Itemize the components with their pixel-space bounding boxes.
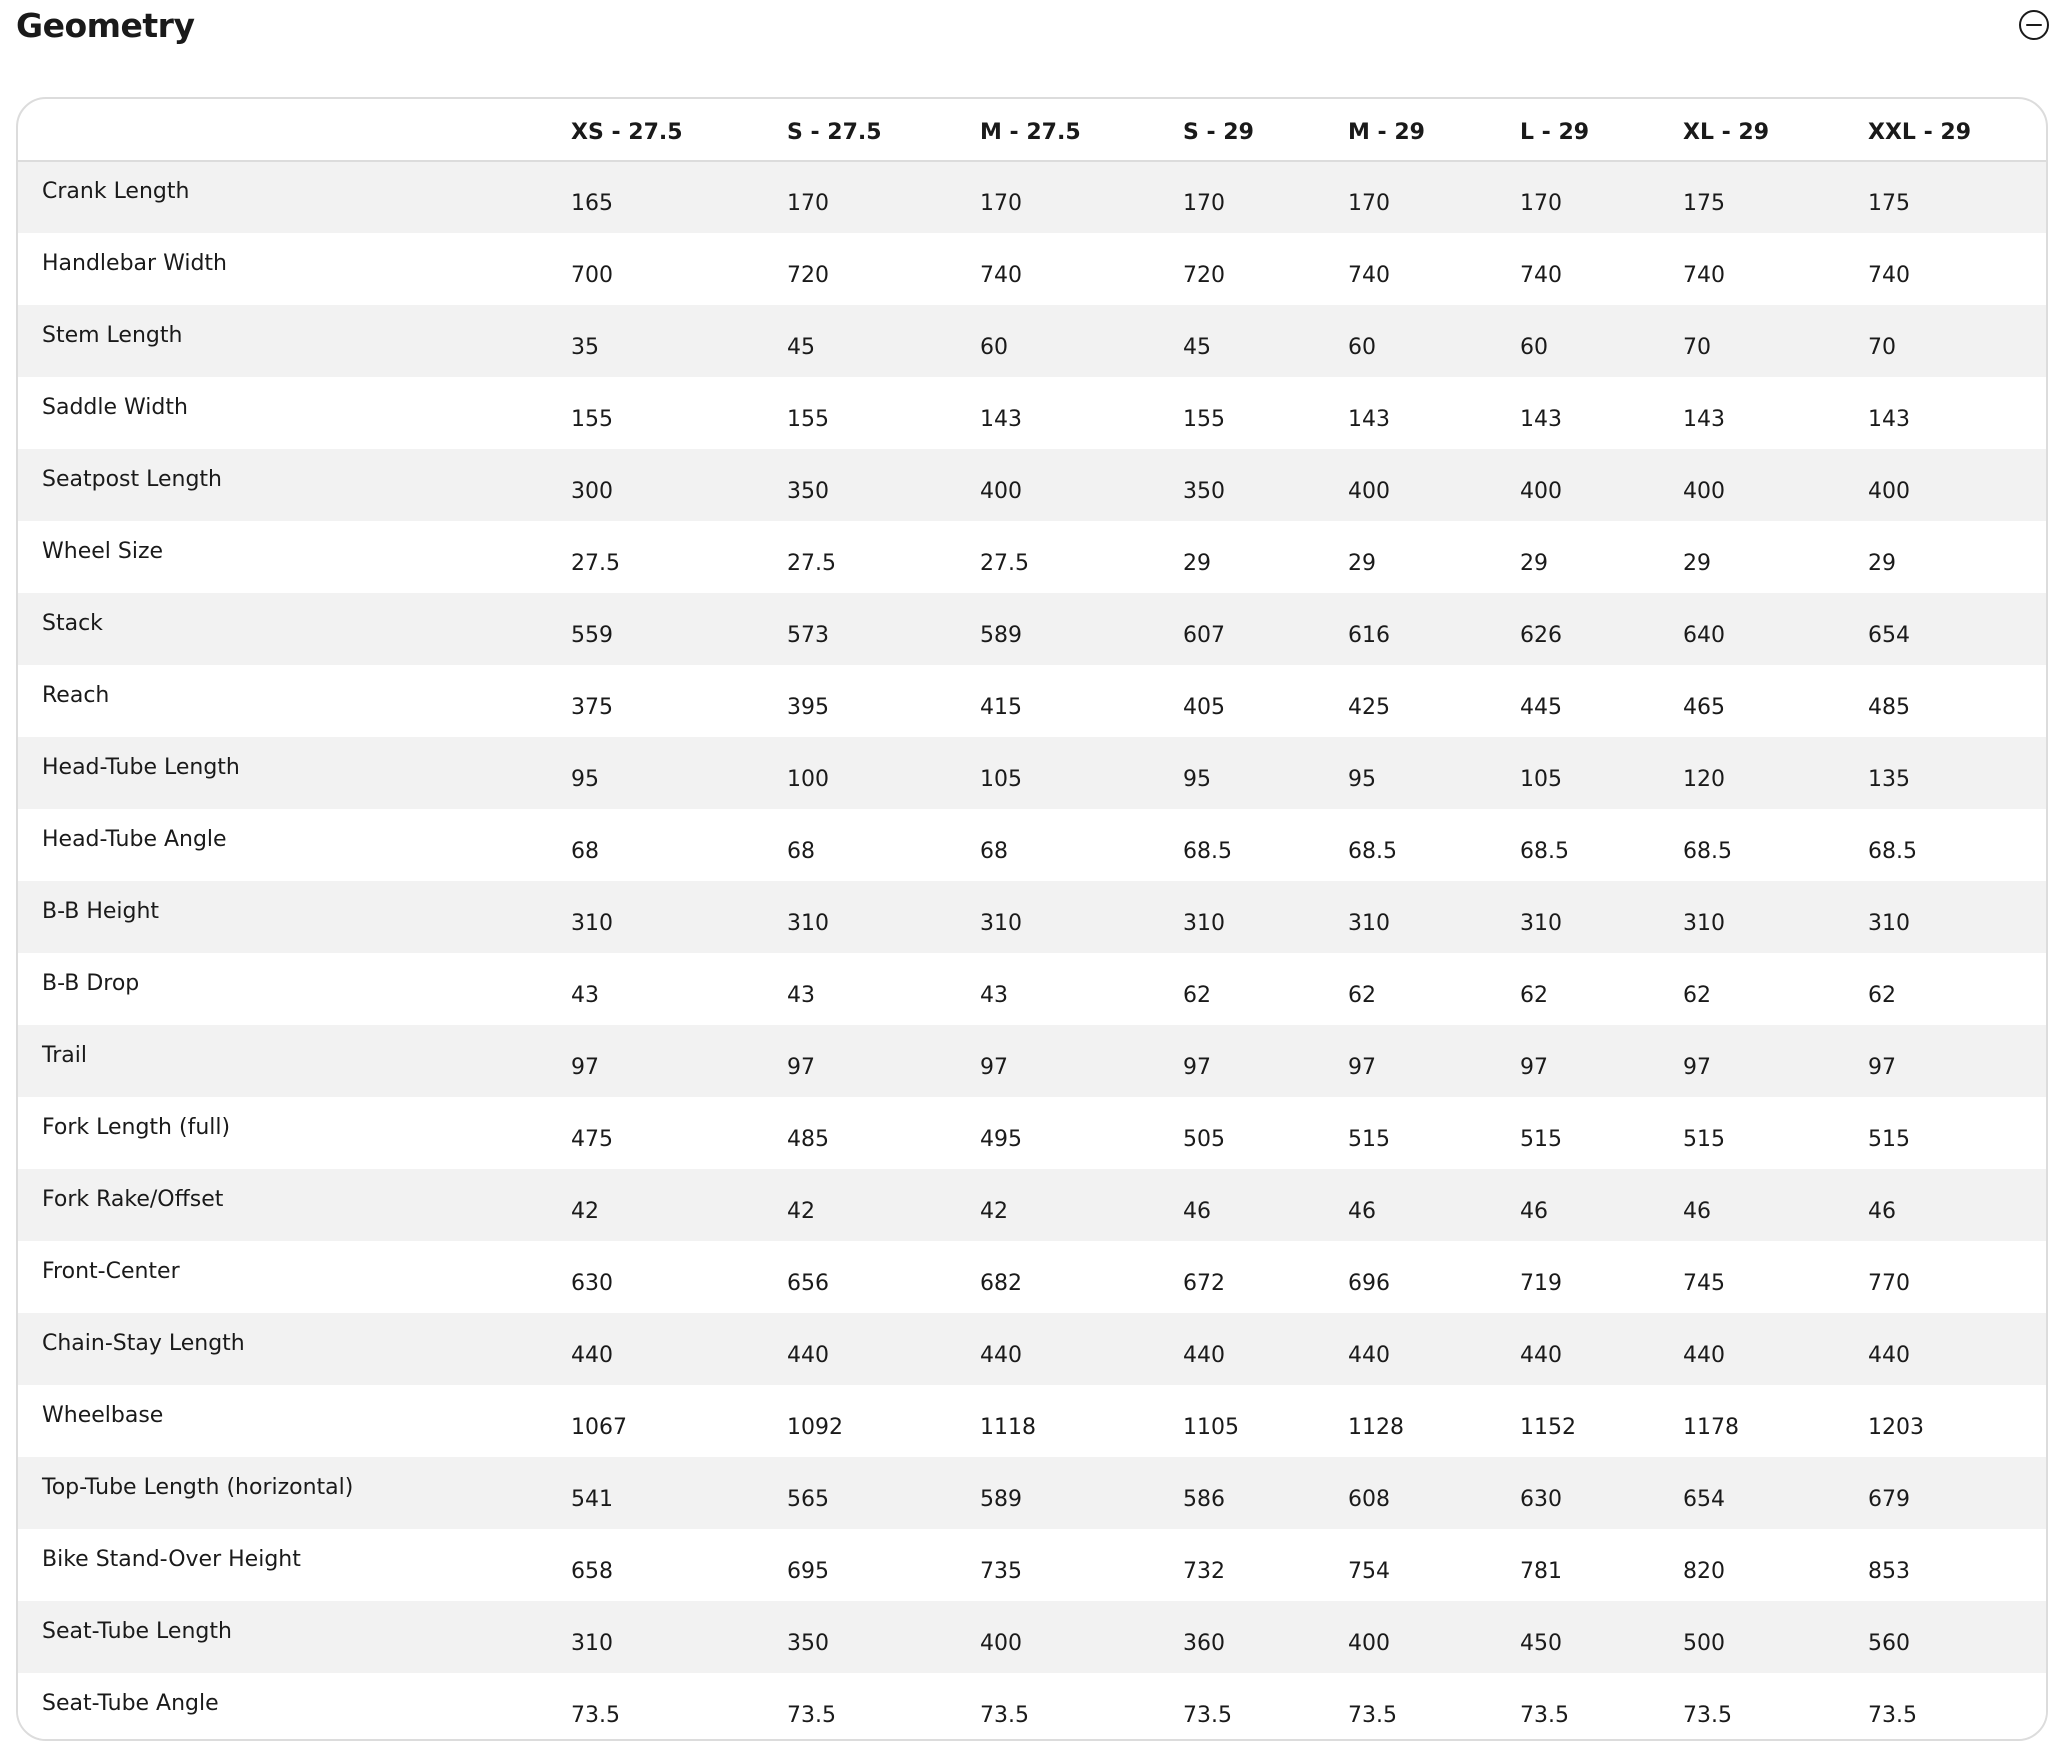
table-row [18,593,2046,665]
table-cell: 589 [980,1486,1022,1512]
table-row [18,233,2046,305]
table-cell: 719 [1520,1270,1562,1296]
table-cell: 515 [1868,1126,1910,1152]
table-cell: 616 [1348,622,1390,648]
column-header-xs-27-5: XS - 27.5 [571,120,683,145]
table-cell: 143 [1348,406,1390,432]
table-row [18,1313,2046,1385]
row-label: Top-Tube Length (horizontal) [42,1474,354,1500]
table-cell: 29 [1348,550,1376,576]
table-cell: 135 [1868,766,1910,792]
table-cell: 360 [1183,1630,1225,1656]
table-cell: 445 [1520,694,1562,720]
table-cell: 500 [1683,1630,1725,1656]
column-header-xxl-29: XXL - 29 [1868,120,1972,145]
table-cell: 97 [1348,1054,1376,1080]
table-cell: 68.5 [1348,838,1397,864]
table-cell: 405 [1183,694,1225,720]
section-title: Geometry [16,6,195,45]
row-label: Stack [42,610,103,636]
table-cell: 29 [1520,550,1548,576]
table-cell: 440 [1348,1342,1390,1368]
minus-circle-icon [2018,9,2050,41]
table-cell: 559 [571,622,613,648]
table-cell: 45 [1183,334,1211,360]
table-row [18,1025,2046,1097]
row-label: Reach [42,682,110,708]
table-cell: 73.5 [1868,1702,1917,1728]
table-cell: 732 [1183,1558,1225,1584]
table-cell: 400 [1348,478,1390,504]
table-cell: 170 [980,191,1022,216]
table-cell: 105 [980,766,1022,792]
table-cell: 853 [1868,1558,1910,1584]
table-cell: 541 [571,1486,613,1512]
table-cell: 97 [571,1054,599,1080]
table-cell: 46 [1683,1198,1711,1224]
table-cell: 485 [787,1126,829,1152]
table-cell: 654 [1683,1486,1725,1512]
row-label: Seatpost Length [42,466,222,492]
table-cell: 400 [1348,1630,1390,1656]
row-label: Front-Center [42,1258,180,1284]
column-header-m-29: M - 29 [1348,120,1425,145]
table-cell: 165 [571,191,613,216]
table-row [18,449,2046,521]
table-row [18,1097,2046,1169]
table-cell: 46 [1183,1198,1211,1224]
table-cell: 27.5 [571,550,620,576]
table-cell: 97 [787,1054,815,1080]
table-cell: 97 [980,1054,1008,1080]
table-cell: 175 [1868,191,1910,216]
column-header-m-27-5: M - 27.5 [980,120,1081,145]
table-cell: 310 [571,1630,613,1656]
table-cell: 515 [1520,1126,1562,1152]
table-cell: 170 [1520,191,1562,216]
table-cell: 73.5 [1520,1702,1569,1728]
table-cell: 740 [1520,262,1562,288]
table-cell: 73.5 [1348,1702,1397,1728]
table-cell: 682 [980,1270,1022,1296]
table-cell: 1067 [571,1414,627,1440]
table-cell: 560 [1868,1630,1910,1656]
table-cell: 350 [1183,478,1225,504]
table-row [18,665,2046,737]
table-cell: 515 [1348,1126,1390,1152]
table-cell: 43 [787,982,815,1008]
table-cell: 95 [1183,766,1211,792]
row-label: Head-Tube Angle [42,826,227,852]
table-cell: 720 [1183,262,1225,288]
row-label: Head-Tube Length [42,754,240,780]
table-cell: 73.5 [980,1702,1029,1728]
table-cell: 820 [1683,1558,1725,1584]
table-cell: 68 [571,838,599,864]
table-row [18,1241,2046,1313]
table-cell: 100 [787,766,829,792]
table-cell: 440 [1183,1342,1225,1368]
table-row [18,1529,2046,1601]
table-cell: 95 [1348,766,1376,792]
table-cell: 1105 [1183,1414,1239,1440]
row-label: Fork Length (full) [42,1114,231,1140]
table-cell: 97 [1868,1054,1896,1080]
table-cell: 97 [1183,1054,1211,1080]
row-label: Stem Length [42,322,183,348]
table-cell: 155 [1183,406,1225,432]
table-cell: 155 [787,406,829,432]
collapse-section-button[interactable] [2018,9,2050,41]
table-cell: 1152 [1520,1414,1576,1440]
table-cell: 400 [1868,478,1910,504]
column-header-xl-29: XL - 29 [1683,120,1770,145]
row-label: Trail [42,1042,87,1068]
table-cell: 310 [1520,910,1562,936]
table-cell: 656 [787,1270,829,1296]
table-cell: 310 [1183,910,1225,936]
row-label: Handlebar Width [42,250,227,276]
table-row [18,881,2046,953]
table-cell: 350 [787,478,829,504]
table-cell: 310 [980,910,1022,936]
table-cell: 143 [1868,406,1910,432]
row-label: Seat-Tube Angle [42,1690,219,1716]
table-cell: 1203 [1868,1414,1924,1440]
table-cell: 395 [787,694,829,720]
table-row [18,953,2046,1025]
table-cell: 415 [980,694,1022,720]
table-cell: 440 [980,1342,1022,1368]
table-cell: 679 [1868,1486,1910,1512]
table-cell: 175 [1683,191,1725,216]
table-cell: 640 [1683,622,1725,648]
table-cell: 60 [1348,334,1376,360]
table-cell: 68.5 [1520,838,1569,864]
table-cell: 586 [1183,1486,1225,1512]
table-cell: 310 [1868,910,1910,936]
row-label: Bike Stand-Over Height [42,1546,301,1572]
table-cell: 27.5 [980,550,1029,576]
table-cell: 170 [1183,191,1225,216]
column-header-s-29: S - 29 [1183,120,1254,145]
table-cell: 310 [1348,910,1390,936]
table-cell: 740 [1683,262,1725,288]
geometry-table [18,99,2046,1741]
table-row [18,1673,2046,1741]
table-cell: 400 [980,478,1022,504]
table-cell: 696 [1348,1270,1390,1296]
table-cell: 740 [1348,262,1390,288]
table-cell: 1118 [980,1414,1036,1440]
table-cell: 781 [1520,1558,1562,1584]
table-cell: 29 [1183,550,1211,576]
table-cell: 695 [787,1558,829,1584]
table-cell: 505 [1183,1126,1225,1152]
table-cell: 735 [980,1558,1022,1584]
table-cell: 68 [787,838,815,864]
table-cell: 143 [1683,406,1725,432]
table-cell: 1128 [1348,1414,1404,1440]
table-body [18,161,2046,1741]
row-label: Chain-Stay Length [42,1330,245,1356]
table-cell: 62 [1183,982,1211,1008]
table-cell: 60 [980,334,1008,360]
table-cell: 97 [1520,1054,1548,1080]
row-label: Wheelbase [42,1402,164,1428]
table-row [18,1385,2046,1457]
table-cell: 515 [1683,1126,1725,1152]
table-cell: 155 [571,406,613,432]
table-cell: 68.5 [1683,838,1732,864]
table-cell: 43 [980,982,1008,1008]
table-cell: 68.5 [1183,838,1232,864]
table-cell: 770 [1868,1270,1910,1296]
table-cell: 35 [571,334,599,360]
table-cell: 310 [1683,910,1725,936]
table-cell: 170 [1348,191,1390,216]
geometry-table-card [16,97,2048,1741]
table-cell: 350 [787,1630,829,1656]
table-cell: 42 [571,1198,599,1224]
table-header-row [18,99,2046,161]
table-cell: 62 [1868,982,1896,1008]
table-cell: 46 [1868,1198,1896,1224]
table-cell: 46 [1348,1198,1376,1224]
table-cell: 400 [980,1630,1022,1656]
table-cell: 440 [1683,1342,1725,1368]
row-label: B-B Drop [42,970,140,996]
table-cell: 720 [787,262,829,288]
table-cell: 400 [1683,478,1725,504]
table-cell: 465 [1683,694,1725,720]
table-cell: 425 [1348,694,1390,720]
table-cell: 475 [571,1126,613,1152]
table-cell: 440 [571,1342,613,1368]
table-cell: 745 [1683,1270,1725,1296]
table-row [18,1601,2046,1673]
table-cell: 450 [1520,1630,1562,1656]
table-cell: 700 [571,262,613,288]
table-cell: 43 [571,982,599,1008]
column-header-s-27-5: S - 27.5 [787,120,882,145]
column-header-l-29: L - 29 [1520,120,1590,145]
table-row [18,809,2046,881]
table-cell: 485 [1868,694,1910,720]
table-cell: 440 [1868,1342,1910,1368]
table-cell: 310 [787,910,829,936]
table-cell: 300 [571,478,613,504]
table-cell: 626 [1520,622,1562,648]
table-row [18,521,2046,593]
geometry-section-header [16,0,2056,60]
row-label: Crank Length [42,179,190,204]
table-cell: 70 [1683,334,1711,360]
table-cell: 73.5 [1183,1702,1232,1728]
table-cell: 68 [980,838,1008,864]
row-label: Seat-Tube Length [42,1618,232,1644]
table-cell: 1092 [787,1414,843,1440]
table-cell: 62 [1683,982,1711,1008]
table-cell: 73.5 [787,1702,836,1728]
table-row [18,737,2046,809]
table-cell: 42 [980,1198,1008,1224]
table-cell: 29 [1683,550,1711,576]
table-cell: 495 [980,1126,1022,1152]
table-cell: 42 [787,1198,815,1224]
table-cell: 73.5 [571,1702,620,1728]
table-cell: 672 [1183,1270,1225,1296]
row-label: Saddle Width [42,394,188,420]
table-cell: 310 [571,910,613,936]
table-cell: 608 [1348,1486,1390,1512]
table-cell: 70 [1868,334,1896,360]
table-cell: 45 [787,334,815,360]
table-row [18,161,2046,233]
table-cell: 754 [1348,1558,1390,1584]
table-cell: 97 [1683,1054,1711,1080]
table-row [18,305,2046,377]
header-empty-cell [18,99,571,161]
table-row [18,377,2046,449]
table-cell: 62 [1348,982,1376,1008]
table-row [18,1457,2046,1529]
table-cell: 68.5 [1868,838,1917,864]
table-cell: 740 [1868,262,1910,288]
table-cell: 170 [787,191,829,216]
table-cell: 60 [1520,334,1548,360]
table-cell: 143 [980,406,1022,432]
table-cell: 95 [571,766,599,792]
row-label: B-B Height [42,898,160,924]
table-cell: 573 [787,622,829,648]
table-cell: 440 [787,1342,829,1368]
table-cell: 73.5 [1683,1702,1732,1728]
table-cell: 120 [1683,766,1725,792]
table-cell: 62 [1520,982,1548,1008]
table-cell: 105 [1520,766,1562,792]
table-cell: 143 [1520,406,1562,432]
table-cell: 27.5 [787,550,836,576]
table-cell: 375 [571,694,613,720]
row-label: Wheel Size [42,538,164,564]
table-cell: 440 [1520,1342,1562,1368]
table-cell: 565 [787,1486,829,1512]
table-cell: 630 [1520,1486,1562,1512]
table-cell: 630 [571,1270,613,1296]
row-label: Fork Rake/Offset [42,1186,224,1212]
table-cell: 1178 [1683,1414,1739,1440]
table-row [18,1169,2046,1241]
table-cell: 589 [980,622,1022,648]
table-cell: 607 [1183,622,1225,648]
table-cell: 46 [1520,1198,1548,1224]
table-cell: 658 [571,1558,613,1584]
table-cell: 400 [1520,478,1562,504]
table-cell: 654 [1868,622,1910,648]
table-cell: 29 [1868,550,1896,576]
table-cell: 740 [980,262,1022,288]
